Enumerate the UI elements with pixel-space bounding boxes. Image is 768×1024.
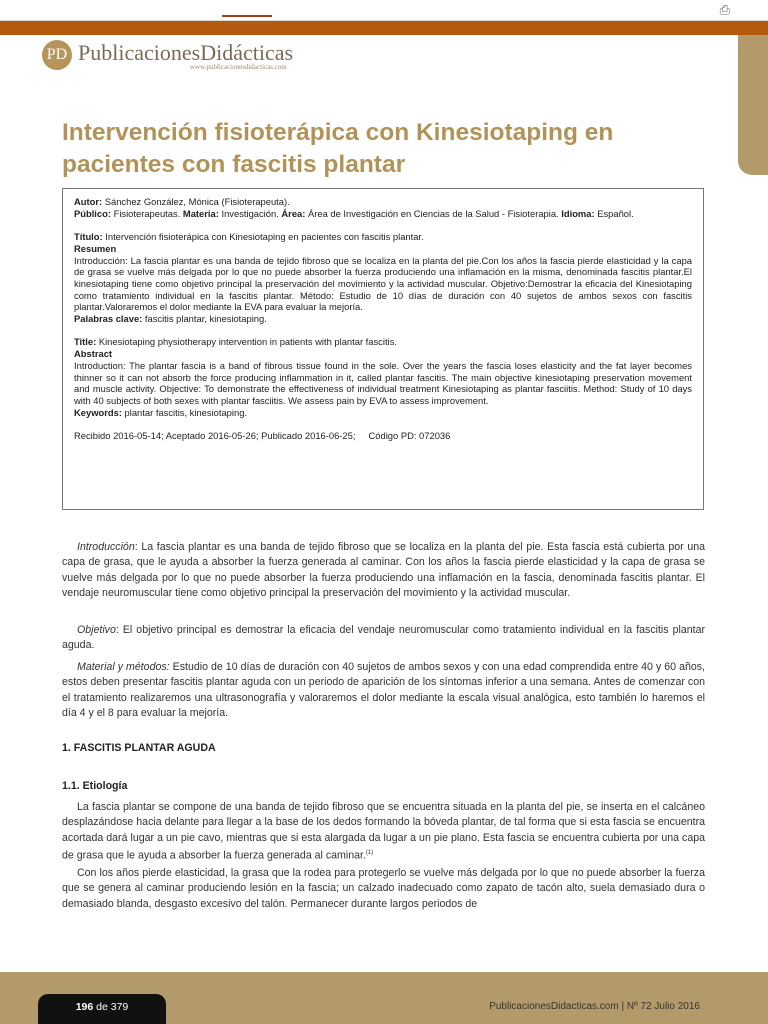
page-number: 196 [75, 1001, 94, 1013]
header-band [0, 21, 768, 35]
reference-marker: (1) [365, 849, 374, 856]
publico-label: Público: [74, 207, 111, 219]
objective-paragraph [62, 623, 705, 654]
methods-label: Material y métodos: [77, 661, 170, 673]
dates-value: Recibido 2016-05-14; Aceptado 2016-05-26; Publicado 2016-06-25; [74, 430, 356, 442]
abstract-box [62, 188, 704, 510]
keywords-line [74, 407, 692, 419]
titulo-line [74, 231, 692, 243]
intro-text: : La fascia plantar es una banda de tejido fibroso que se localiza en la planta del pie. Esta fascia está cubierta por una capa de grasa, que le ayuda a absorber la fuerza generada al caminar. Con los años la fascia pierde elasticidad y la capa de grasa se vuelve más delgada por lo que no puede absorber la fuerza produciendo una inflamación en la fascia, denominada fascitis plantar. El vendaje neuromuscular tiene como objetivo principal la preservación del movimiento y la actividad muscular. [62, 541, 705, 599]
idioma-label: Idioma: [561, 207, 595, 219]
titulo-value: Intervención fisioterápica con Kinesiotaping en pacientes con fascitis plantar. [105, 231, 424, 243]
autor-label: Autor: [74, 196, 103, 207]
article-title: Intervención fisioterápica con Kinesiotaping en pacientes con fascitis plantar [62, 119, 614, 178]
resumen-heading: Resumen [74, 242, 117, 254]
autor-line [74, 196, 692, 208]
dates-line [74, 430, 692, 442]
etiologia-text-2: Con los años pierde elasticidad, la grasa que la rodea para protegerlo se vuelve más delgada por lo que no puede absorber la fuerza que se genera al caminar produciendo lesión en la fascia; un calzado inadecuado como zapato de tacón alto, suela demasiado dura o demasiado blanda, desgasto excesivo del talón. Permanecer durante largos periodos de [62, 867, 705, 910]
publico-line [74, 208, 692, 220]
palabras-value: fascitis plantar, kinesiotaping. [144, 313, 267, 325]
title-value: Kinesiotaping physiotherapy intervention in patients with plantar fascitis. [98, 336, 397, 348]
resumen-text: Introducción: La fascia plantar es una banda de tejido fibroso que se localiza en la planta del pie.Con los años la fascia pierde elasticidad y la capa de grasa se vuelve más delgada por lo que no puede absorber la fuerza produciendo una inflamación en la misma, denominada fascitis plantar.El kinesiotaping tiene como objetivo principal la preservación del movimiento y la actividad muscular. Objetivo:Demostrar la eficacia del Kinesiotaping como tratamiento individual en la fascitis plantar. Método: Estudio de 10 días de duración con 40 sujetos de ambos sexos con fascitis plantar.Valoraremos el dolor mediante la EVA para evaluar la mejoría. [74, 254, 692, 313]
title-line [74, 336, 692, 348]
codigo-value: Código PD: 072036 [368, 430, 451, 442]
publico-value: Fisioterapeutas. [113, 207, 181, 219]
titulo-label: Título: [74, 231, 103, 243]
print-icon[interactable]: ⎙ [719, 2, 730, 17]
intro-paragraph [62, 540, 705, 601]
idioma-value: Español. [597, 207, 634, 219]
keywords-value: plantar fascitis, kinesiotaping. [124, 406, 248, 418]
palabras-line [74, 313, 692, 325]
section-heading-1: 1. FASCITIS PLANTAR AGUDA [62, 742, 216, 754]
page-total: de 379 [96, 1001, 129, 1013]
abstract-text: Introduction: The plantar fascia is a band of fibrous tissue found in the sole. Over the years the fascia loses elasticity and the fat layer becomes thinner so it can not absorb the force producing inflammation in it, called plantar fascitis. The main objective kinesiotaping preservation movement and muscle activity. Objective: To demonstrate the effectiveness of individual treatment Kinesiotaping as plantar fasciitis. Method: Study of 10 days with 40 subjects of both sexes with plantar fasciitis. We assess pain by EVA to assess improvement. [74, 359, 692, 406]
side-tab [738, 35, 768, 175]
logo-url: www.publicacionesdidacticas.com [190, 63, 287, 71]
top-toolbar [0, 0, 768, 21]
active-tab-indicator [222, 15, 272, 17]
footer-publication-info: PublicacionesDidacticas.com | Nº 72 Julio 2016 [489, 1001, 700, 1012]
section-heading-1-1: 1.1. Etiología [62, 780, 128, 792]
palabras-label: Palabras clave: [74, 313, 143, 325]
abstract-heading: Abstract [74, 348, 113, 360]
etiologia-text-1: La fascia plantar se compone de una banda de tejido fibroso que se encuentra situada en la planta del pie, se inserta en el calcáneo desplazándose hacia delante para llegar a la base de los dedos formando la bóveda plantar, de tal forma que si esta fascia se encuentra acortada dará lugar a un pie cavo, mientras que si esta alargada da lugar a un pie plano. Esta fascia se encuentra cubierta por una capa de grasa que le ayuda a absorber la fuerza generada al caminar. [62, 801, 705, 862]
autor-value: Sánchez González, Mónica (Fisioterapeuta). [104, 196, 290, 207]
logo-name: PublicacionesDidácticas [78, 40, 294, 65]
keywords-label: Keywords: [74, 406, 122, 418]
area-label: Área: [281, 207, 306, 219]
materia-label: Materia: [182, 207, 219, 219]
title-label: Title: [74, 336, 97, 348]
methods-text: Estudio de 10 días de duración con 40 sujetos de ambos sexos y con una edad comprendida entre 40 y 60 años, estos deben presentar fascitis plantar aguda con un periodo de aparición de los síntomas inferior a una semana. Antes de comenzar con el tratamiento realizaremos una ultrasonografía y valoraremos el dolor mediante la escala visual analógica, esto también lo haremos el día 4 y el 8 para evaluar la mejoría. [62, 661, 706, 719]
objective-label: Objetivo [77, 624, 116, 636]
area-value: Área de Investigación en Ciencias de la Salud - Fisioterapia. [307, 207, 559, 219]
etiologia-paragraph-2 [62, 866, 705, 912]
methods-paragraph [62, 660, 705, 721]
page-number-box [38, 994, 166, 1024]
etiologia-paragraph-1 [62, 800, 705, 864]
objective-text: : El objetivo principal es demostrar la eficacia del vendaje neuromuscular como tratamiento individual en la fascitis plantar aguda. [62, 624, 705, 652]
logo-mark: PD [42, 40, 72, 70]
intro-label: Introducción [77, 541, 135, 553]
materia-value: Investigación. [221, 207, 279, 219]
